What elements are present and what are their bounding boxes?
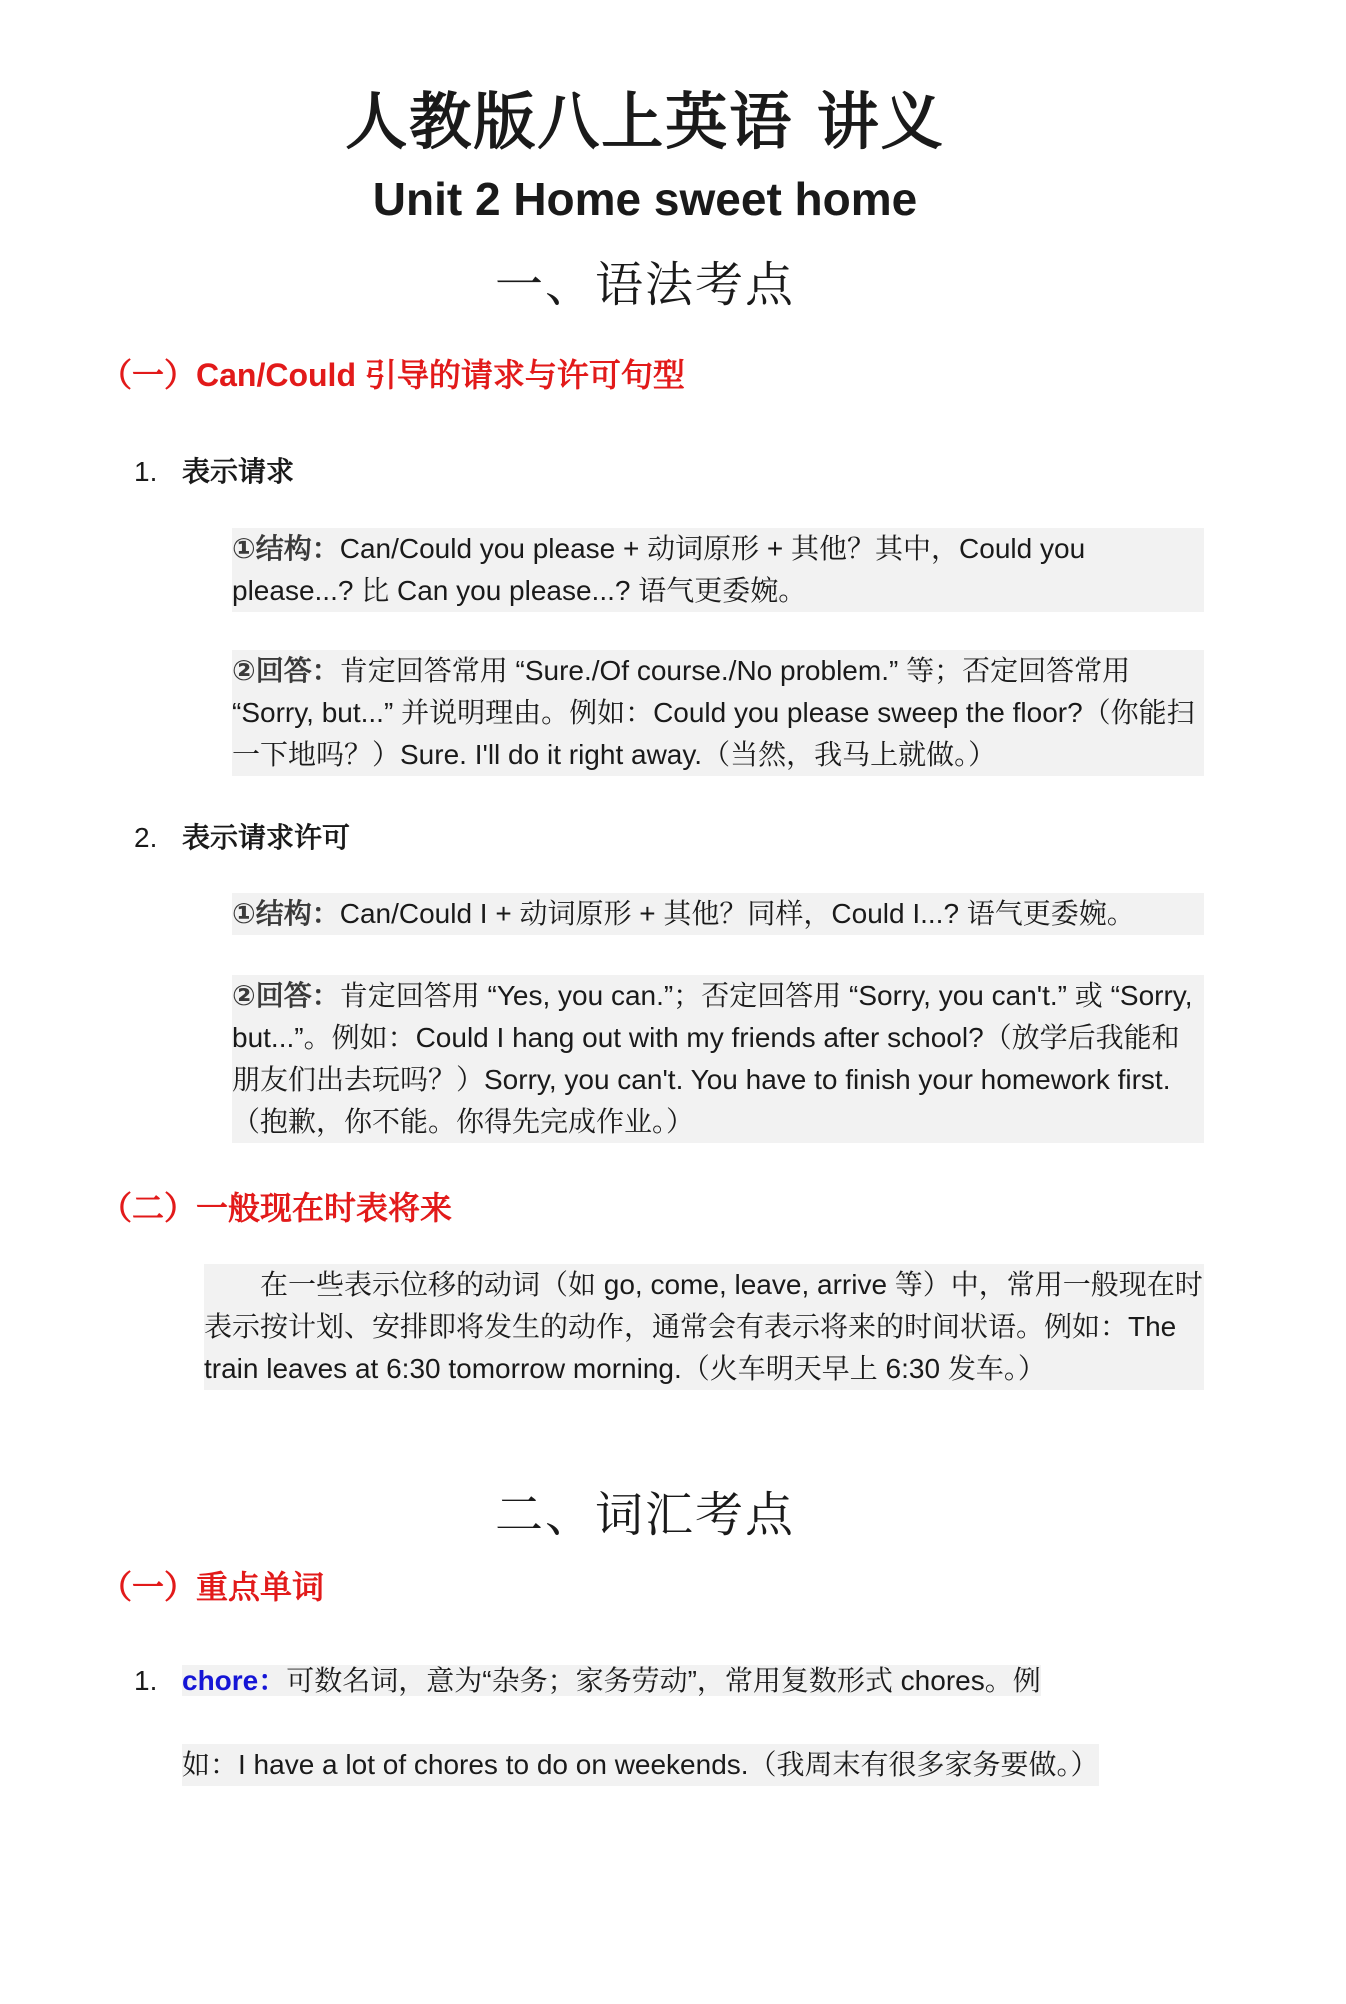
structure-text: Can/Could I + 动词原形 + 其他？同样，Could I...? 语气更委婉。 (339, 898, 1135, 929)
subsection-heading-key-words: （一）重点单词 (100, 1569, 325, 1605)
item-title: 表示请求许可 (182, 822, 351, 853)
unit-title: Unit 2 Home sweet home (372, 173, 918, 225)
subsection-heading-present-for-future: （二）一般现在时表将来 (100, 1190, 453, 1226)
section-heading-grammar: 一、语法考点 (494, 257, 795, 313)
answer-label: ②回答： (232, 655, 340, 686)
section-heading-vocabulary: 二、词汇考点 (494, 1487, 795, 1543)
document-title: 人教版八上英语 讲义 (345, 85, 945, 158)
request-answer-box (232, 650, 1204, 776)
item-heading-request (134, 450, 294, 490)
vocab-word: chore： (182, 1665, 287, 1696)
answer-text: 肯定回答常用 “Sure./Of course./No problem.” 等；否定回答常用 “Sorry, but...” 并说明理由。例如：Could you please sweep the floor?（你能扫一下地吗？）Sure. I'll do it right away.（当然，我马上就做。） (232, 655, 1195, 770)
item-number: 1. (134, 456, 158, 487)
request-structure-box (232, 528, 1204, 612)
permission-structure-box (232, 893, 1204, 935)
vocab-item-chore (134, 1660, 1041, 1702)
vocab-example: 如：I have a lot of chores to do on weekends.（我周末有很多家务要做。） (182, 1744, 1099, 1786)
answer-label: ②回答： (232, 980, 340, 1011)
permission-answer-box (232, 975, 1204, 1143)
vocab-definition: 可数名词，意为“杂务；家务劳动”，常用复数形式 chores。例 (286, 1665, 1041, 1696)
answer-text: 肯定回答用 “Yes, you can.”；否定回答用 “Sorry, you can't.” 或 “Sorry, but...”。例如：Could I hang out with my friends after school?（放学后我能和朋友们出去玩吗？）Sorry, you can't. You have to finish your homework first.（抱歉，你不能。你得先完成作业。） (232, 980, 1193, 1137)
present-for-future-box (204, 1264, 1204, 1390)
structure-text: Can/Could you please + 动词原形 + 其他？其中，Could you please...? 比 Can you please...? 语气更委婉。 (232, 533, 1086, 606)
structure-label: ①结构： (232, 533, 340, 564)
structure-label: ①结构： (232, 898, 340, 929)
item-title: 表示请求 (182, 456, 295, 487)
item-heading-permission (134, 816, 350, 856)
item-number: 1. (134, 1665, 158, 1696)
item-number: 2. (134, 822, 158, 853)
subsection-heading-can-could: （一）Can/Could 引导的请求与许可句型 (100, 357, 685, 393)
present-for-future-text: 在一些表示位移的动词（如 go, come, leave, arrive 等）中，常用一般现在时表示按计划、安排即将发生的动作，通常会有表示将来的时间状语。例如：The train leaves at 6:30 tomorrow morning.（火车明天早上 6:30 发车。） (204, 1269, 1203, 1384)
